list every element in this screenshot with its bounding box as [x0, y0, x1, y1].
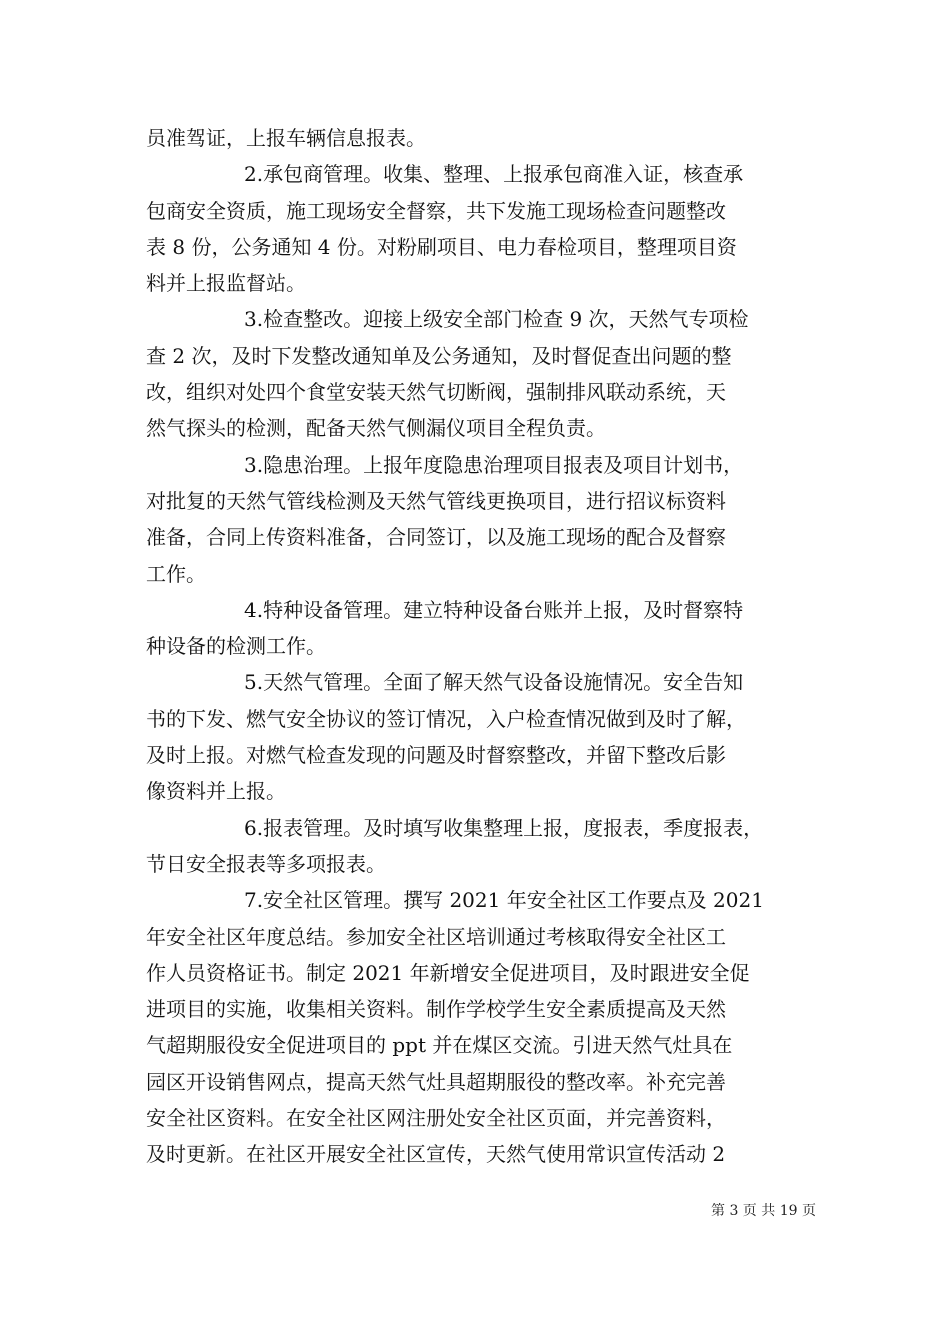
text-line: 气超期服役安全促进项目的 ppt 并在煤区交流。引进天然气灶具在 [146, 1033, 733, 1058]
text-line: 及时上报。对燃气检查发现的问题及时督察整改，并留下整改后影 [146, 743, 726, 768]
paragraph-first-line: 2.承包商管理。收集、整理、上报承包商准入证，核查承 [244, 162, 744, 187]
paragraph-inspection-rectification [146, 301, 826, 446]
paragraph-first-line: 4.特种设备管理。建立特种设备台账并上报，及时督察特 [244, 597, 744, 622]
text-line: 种设备的检测工作。 [146, 634, 326, 659]
paragraph-natural-gas-management [146, 664, 826, 809]
paragraph-report-management [146, 810, 826, 883]
text-line: 书的下发、燃气安全协议的签订情况，入户检查情况做到及时了解， [146, 706, 746, 731]
paragraph-first-line: 5.天然气管理。全面了解天然气设备设施情况。安全告知 [244, 670, 744, 695]
paragraph-first-line: 3.隐患治理。上报年度隐患治理项目报表及项目计划书， [244, 452, 744, 477]
paragraph-special-equipment [146, 592, 826, 665]
text-line: 进项目的实施，收集相关资料。制作学校学生安全素质提高及天然 [146, 997, 726, 1022]
paragraph-hazard-governance [146, 447, 826, 592]
paragraph-contractor-management [146, 156, 826, 301]
text-line: 年安全社区年度总结。参加安全社区培训通过考核取得安全社区工 [146, 924, 726, 949]
text-line: 然气探头的检测，配备天然气侧漏仪项目全程负责。 [146, 416, 606, 441]
text-line: 安全社区资料。在安全社区网注册处安全社区页面，并完善资料， [146, 1106, 726, 1131]
text-line: 及时更新。在社区开展安全社区宣传，天然气使用常识宣传活动 2 [146, 1142, 726, 1167]
paragraph-safe-community [146, 882, 826, 1172]
text-line: 像资料并上报。 [146, 779, 286, 804]
text-line: 改，组织对处四个食堂安装天然气切断阀，强制排风联动系统，天 [146, 380, 726, 405]
text-line: 作人员资格证书。制定 2021 年新增安全促进项目，及时跟进安全促 [146, 960, 750, 985]
text-line: 对批复的天然气管线检测及天然气管线更换项目，进行招议标资料 [146, 488, 726, 513]
text-line: 工作。 [146, 561, 206, 586]
text-line: 包商安全资质，施工现场安全督察，共下发施工现场检查问题整改 [146, 198, 726, 223]
text-line: 节日安全报表等多项报表。 [146, 851, 386, 876]
text-line: 表 8 份，公务通知 4 份。对粉刷项目、电力春检项目，整理项目资 [146, 234, 737, 259]
text-line: 查 2 次，及时下发整改通知单及公务通知，及时督促查出问题的整 [146, 343, 732, 368]
paragraph-first-line: 7.安全社区管理。撰写 2021 年安全社区工作要点及 2021 [244, 888, 764, 913]
text-line: 园区开设销售网点，提高天然气灶具超期服役的整改率。补充完善 [146, 1069, 726, 1094]
text-line: 料并上报监督站。 [146, 271, 306, 296]
document-body [146, 120, 826, 1173]
text-line: 员准驾证，上报车辆信息报表。 [146, 126, 426, 150]
paragraph-first-line: 3.检查整改。迎接上级安全部门检查 9 次，天然气专项检 [244, 307, 749, 332]
text-line: 准备，合同上传资料准备，合同签订，以及施工现场的配合及督察 [146, 525, 726, 550]
paragraph-first-line: 6.报表管理。及时填写收集整理上报，度报表，季度报表， [244, 815, 764, 840]
page-number-footer: 第 3 页 共 19 页 [711, 1203, 816, 1219]
